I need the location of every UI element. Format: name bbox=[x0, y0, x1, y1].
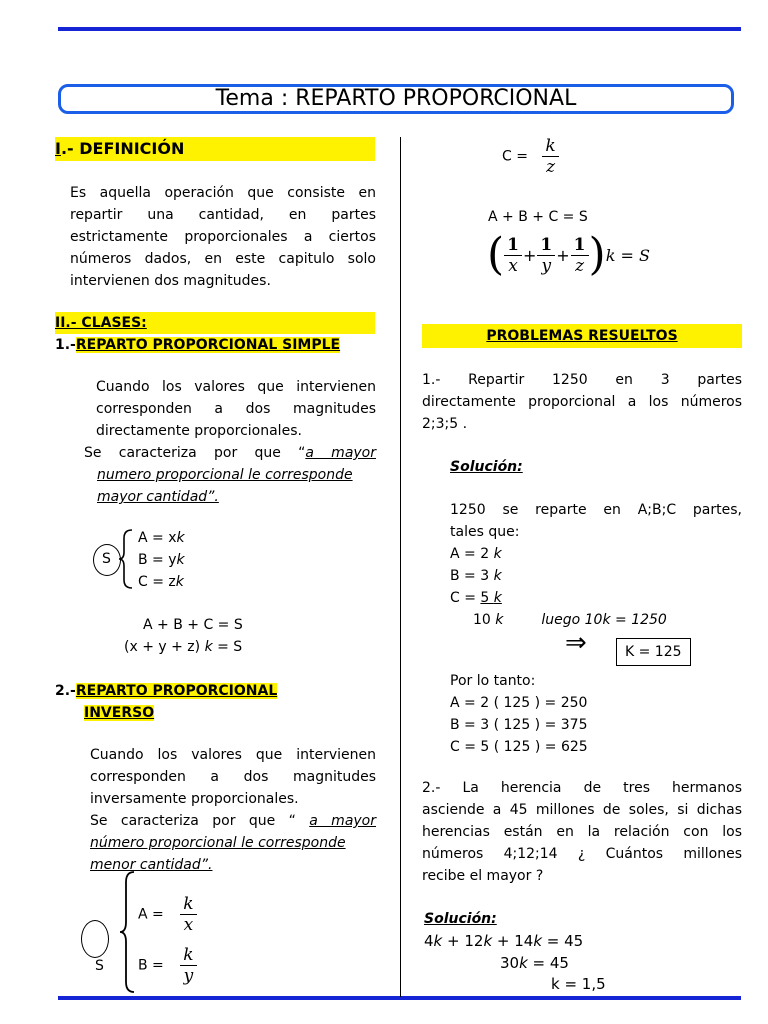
definition-heading bbox=[55, 137, 375, 161]
frac-den: z bbox=[546, 157, 556, 177]
simple-heading bbox=[55, 334, 340, 356]
definition-line: estrictamente proporcionales a ciertos bbox=[70, 229, 376, 245]
frac-num: k bbox=[542, 136, 558, 157]
p1-eq-k: k bbox=[493, 546, 502, 562]
p1-final bbox=[450, 670, 588, 758]
p1-eq-coef: 5 bbox=[480, 590, 494, 606]
p1-eq-k: k bbox=[493, 568, 502, 584]
simple-line: directamente proporcionales. bbox=[96, 423, 302, 439]
inverso-s-label: S bbox=[95, 958, 104, 974]
frac-num: 1 bbox=[571, 235, 589, 256]
eq-k: k bbox=[176, 552, 185, 568]
p2-eq3: k = 1,5 bbox=[551, 975, 606, 993]
inverso-charac-prefix: Se caracteriza por que “ bbox=[90, 813, 310, 829]
p2-line: 2.- La herencia de tres hermanos bbox=[422, 780, 742, 796]
plus-sign: + bbox=[523, 245, 537, 265]
frac-den: x bbox=[508, 255, 518, 276]
sum2-b: = S bbox=[212, 639, 243, 655]
inverso-eq-b bbox=[138, 945, 197, 986]
p1-total-k: k bbox=[495, 612, 504, 628]
formula-fraction bbox=[571, 235, 589, 276]
p2-eq-part: 4 bbox=[424, 932, 434, 950]
p2-eq-k: k bbox=[533, 932, 543, 950]
inverso-heading-text1: REPARTO PROPORCIONAL bbox=[75, 683, 278, 699]
p1-eq-k: k bbox=[493, 590, 502, 606]
problemas-heading-text: PROBLEMAS RESUELTOS bbox=[486, 328, 678, 344]
p1-eq bbox=[450, 543, 742, 565]
p2-eq-k: k bbox=[519, 954, 528, 972]
simple-charac-line1 bbox=[84, 442, 376, 464]
p1-eq bbox=[450, 565, 742, 587]
inv-eq-fraction bbox=[180, 945, 196, 986]
p1-eq-lhs: C = bbox=[450, 590, 481, 606]
frac-num: 1 bbox=[504, 235, 522, 256]
definition-heading-text: .- DEFINICIÓN bbox=[60, 139, 185, 158]
p2-eq-k: k bbox=[483, 932, 493, 950]
eq-lhs: C = z bbox=[138, 574, 176, 590]
eq-k: k bbox=[175, 574, 184, 590]
simple-equations bbox=[138, 527, 185, 593]
formula-tail: k = S bbox=[605, 245, 650, 265]
p1-sol-line: 1250 se reparte en A;B;C partes, bbox=[450, 502, 742, 518]
p1-solution bbox=[450, 499, 742, 631]
simple-equation bbox=[138, 549, 185, 571]
simple-line: Cuando los valores que intervienen bbox=[96, 379, 376, 395]
p2-eq1 bbox=[424, 930, 583, 952]
formula-fraction bbox=[537, 235, 555, 276]
frac-num: k bbox=[180, 894, 196, 915]
p1-luego: luego 10k = 1250 bbox=[541, 612, 667, 628]
p1-total bbox=[473, 609, 742, 631]
definition-line: repartir una cantidad, en partes bbox=[70, 207, 376, 223]
p1-line: 1.- Repartir 1250 en 3 partes bbox=[422, 372, 742, 388]
inv-eq-lhs: A = bbox=[138, 906, 164, 923]
simple-characterization bbox=[84, 442, 376, 508]
inverso-brace bbox=[118, 870, 136, 994]
sum2-k: k bbox=[204, 639, 213, 655]
p2-eq-part: + 12 bbox=[442, 932, 484, 950]
p2-eq-part: = 45 bbox=[527, 954, 569, 972]
p1-final-line: C = 5 ( 125 ) = 625 bbox=[450, 739, 588, 755]
problem-1 bbox=[422, 369, 742, 435]
frac-den: y bbox=[183, 966, 194, 986]
p1-total-a: 10 bbox=[473, 612, 496, 628]
simple-equation bbox=[138, 571, 185, 593]
simple-line: corresponden a dos magnitudes bbox=[96, 401, 376, 417]
c-lhs: C = bbox=[502, 148, 528, 165]
definition-line: intervienen dos magnitudes. bbox=[70, 273, 271, 289]
inverso-heading-num: 2.- bbox=[55, 683, 76, 699]
problemas-heading bbox=[422, 324, 742, 348]
c-fraction bbox=[542, 136, 558, 177]
formula-fraction bbox=[504, 235, 522, 276]
simple-heading-text: REPARTO PROPORCIONAL SIMPLE bbox=[75, 337, 341, 353]
right-sum: A + B + C = S bbox=[488, 209, 588, 225]
p2-line: recibe el mayor ? bbox=[422, 868, 544, 884]
simple-brace bbox=[118, 528, 134, 590]
por-lo-tanto: Por lo tanto: bbox=[450, 673, 536, 689]
definition-line: números dados, en este capitulo solo bbox=[70, 251, 376, 267]
p2-eq2 bbox=[500, 952, 569, 974]
p1-final-line: A = 2 ( 125 ) = 250 bbox=[450, 695, 588, 711]
p2-eq-part: = 45 bbox=[542, 932, 584, 950]
problem-2 bbox=[422, 777, 742, 887]
s-label: S bbox=[102, 551, 111, 567]
p2-solution-label: Solución: bbox=[424, 911, 497, 927]
inverso-line: corresponden a dos magnitudes bbox=[90, 769, 376, 785]
p2-eq-part: + 14 bbox=[492, 932, 534, 950]
simple-paragraph bbox=[96, 376, 376, 442]
plus-sign: + bbox=[556, 245, 570, 265]
inverso-eq-a bbox=[138, 894, 197, 935]
inverso-heading bbox=[55, 680, 277, 702]
frac-num: k bbox=[180, 945, 196, 966]
eq-k: k bbox=[176, 530, 185, 546]
clases-heading bbox=[55, 312, 375, 334]
p1-sol-line: tales que: bbox=[450, 524, 520, 540]
paren-close: ) bbox=[588, 229, 606, 280]
p1-result-box: K = 125 bbox=[616, 638, 691, 666]
p2-eq-part: 30 bbox=[500, 954, 520, 972]
simple-charac-prefix: Se caracteriza por que “ bbox=[84, 445, 306, 461]
inverso-heading-line2 bbox=[84, 702, 154, 724]
definition-paragraph bbox=[70, 182, 376, 292]
inverso-charac-quote1: a mayor bbox=[309, 813, 376, 829]
inverso-charac-quote3: menor cantidad”. bbox=[90, 857, 213, 873]
p1-eq-lhs: A = 2 bbox=[450, 546, 494, 562]
inv-eq-fraction bbox=[180, 894, 196, 935]
simple-sum2 bbox=[124, 636, 242, 658]
inverso-charac-line1 bbox=[90, 810, 376, 832]
clases-heading-text: II.- CLASES: bbox=[55, 315, 147, 331]
p2-eq-k: k bbox=[433, 932, 443, 950]
simple-sum: A + B + C = S bbox=[143, 617, 243, 633]
eq-lhs: A = x bbox=[138, 530, 177, 546]
page-title bbox=[58, 84, 734, 114]
simple-charac-quote2: numero proporcional le corresponde bbox=[97, 467, 353, 483]
definition-heading-num: I bbox=[55, 139, 61, 158]
page-title-text: Tema : REPARTO PROPORCIONAL bbox=[215, 86, 577, 111]
p1-line: 2;3;5 . bbox=[422, 416, 468, 432]
definition-line: Es aquella operación que consiste en bbox=[70, 185, 376, 201]
inverso-s-circle bbox=[81, 920, 109, 958]
p1-line: directamente proporcional a los números bbox=[422, 394, 742, 410]
inv-eq-lhs: B = bbox=[138, 957, 164, 974]
inverso-paragraph bbox=[90, 744, 376, 876]
eq-lhs: B = y bbox=[138, 552, 177, 568]
sum-formula bbox=[487, 230, 650, 280]
p1-final-line: B = 3 ( 125 ) = 375 bbox=[450, 717, 588, 733]
inverso-charac-quote2: número proporcional le corresponde bbox=[90, 835, 346, 851]
inverso-heading-text2: INVERSO bbox=[84, 705, 155, 721]
frac-den: z bbox=[575, 255, 585, 276]
p2-line: asciende a 45 millones de soles, si dichas bbox=[422, 802, 742, 818]
simple-charac-quote3: mayor cantidad”. bbox=[97, 489, 219, 505]
column-divider bbox=[400, 137, 401, 997]
frac-den: y bbox=[541, 255, 552, 276]
frac-num: 1 bbox=[537, 235, 555, 256]
inverso-line: Cuando los valores que intervienen bbox=[90, 747, 376, 763]
simple-heading-num: 1.- bbox=[55, 337, 76, 353]
arrow-icon: ⇒ bbox=[565, 628, 587, 658]
p1-solution-label: Solución: bbox=[450, 459, 523, 475]
top-rule bbox=[58, 27, 741, 31]
c-equation bbox=[502, 136, 559, 177]
inverso-line: inversamente proporcionales. bbox=[90, 791, 299, 807]
p2-line: números 4;12;14 ¿ Cuántos millones bbox=[422, 846, 742, 862]
p1-eq-lhs: B = 3 bbox=[450, 568, 494, 584]
simple-charac-quote1: a mayor bbox=[305, 445, 376, 461]
paren-open: ( bbox=[487, 229, 505, 280]
frac-den: x bbox=[183, 915, 194, 935]
p2-line: herencias están en la relación con los bbox=[422, 824, 742, 840]
simple-equation bbox=[138, 527, 185, 549]
p1-eq bbox=[450, 587, 742, 609]
sum2-a: (x + y + z) bbox=[124, 639, 205, 655]
